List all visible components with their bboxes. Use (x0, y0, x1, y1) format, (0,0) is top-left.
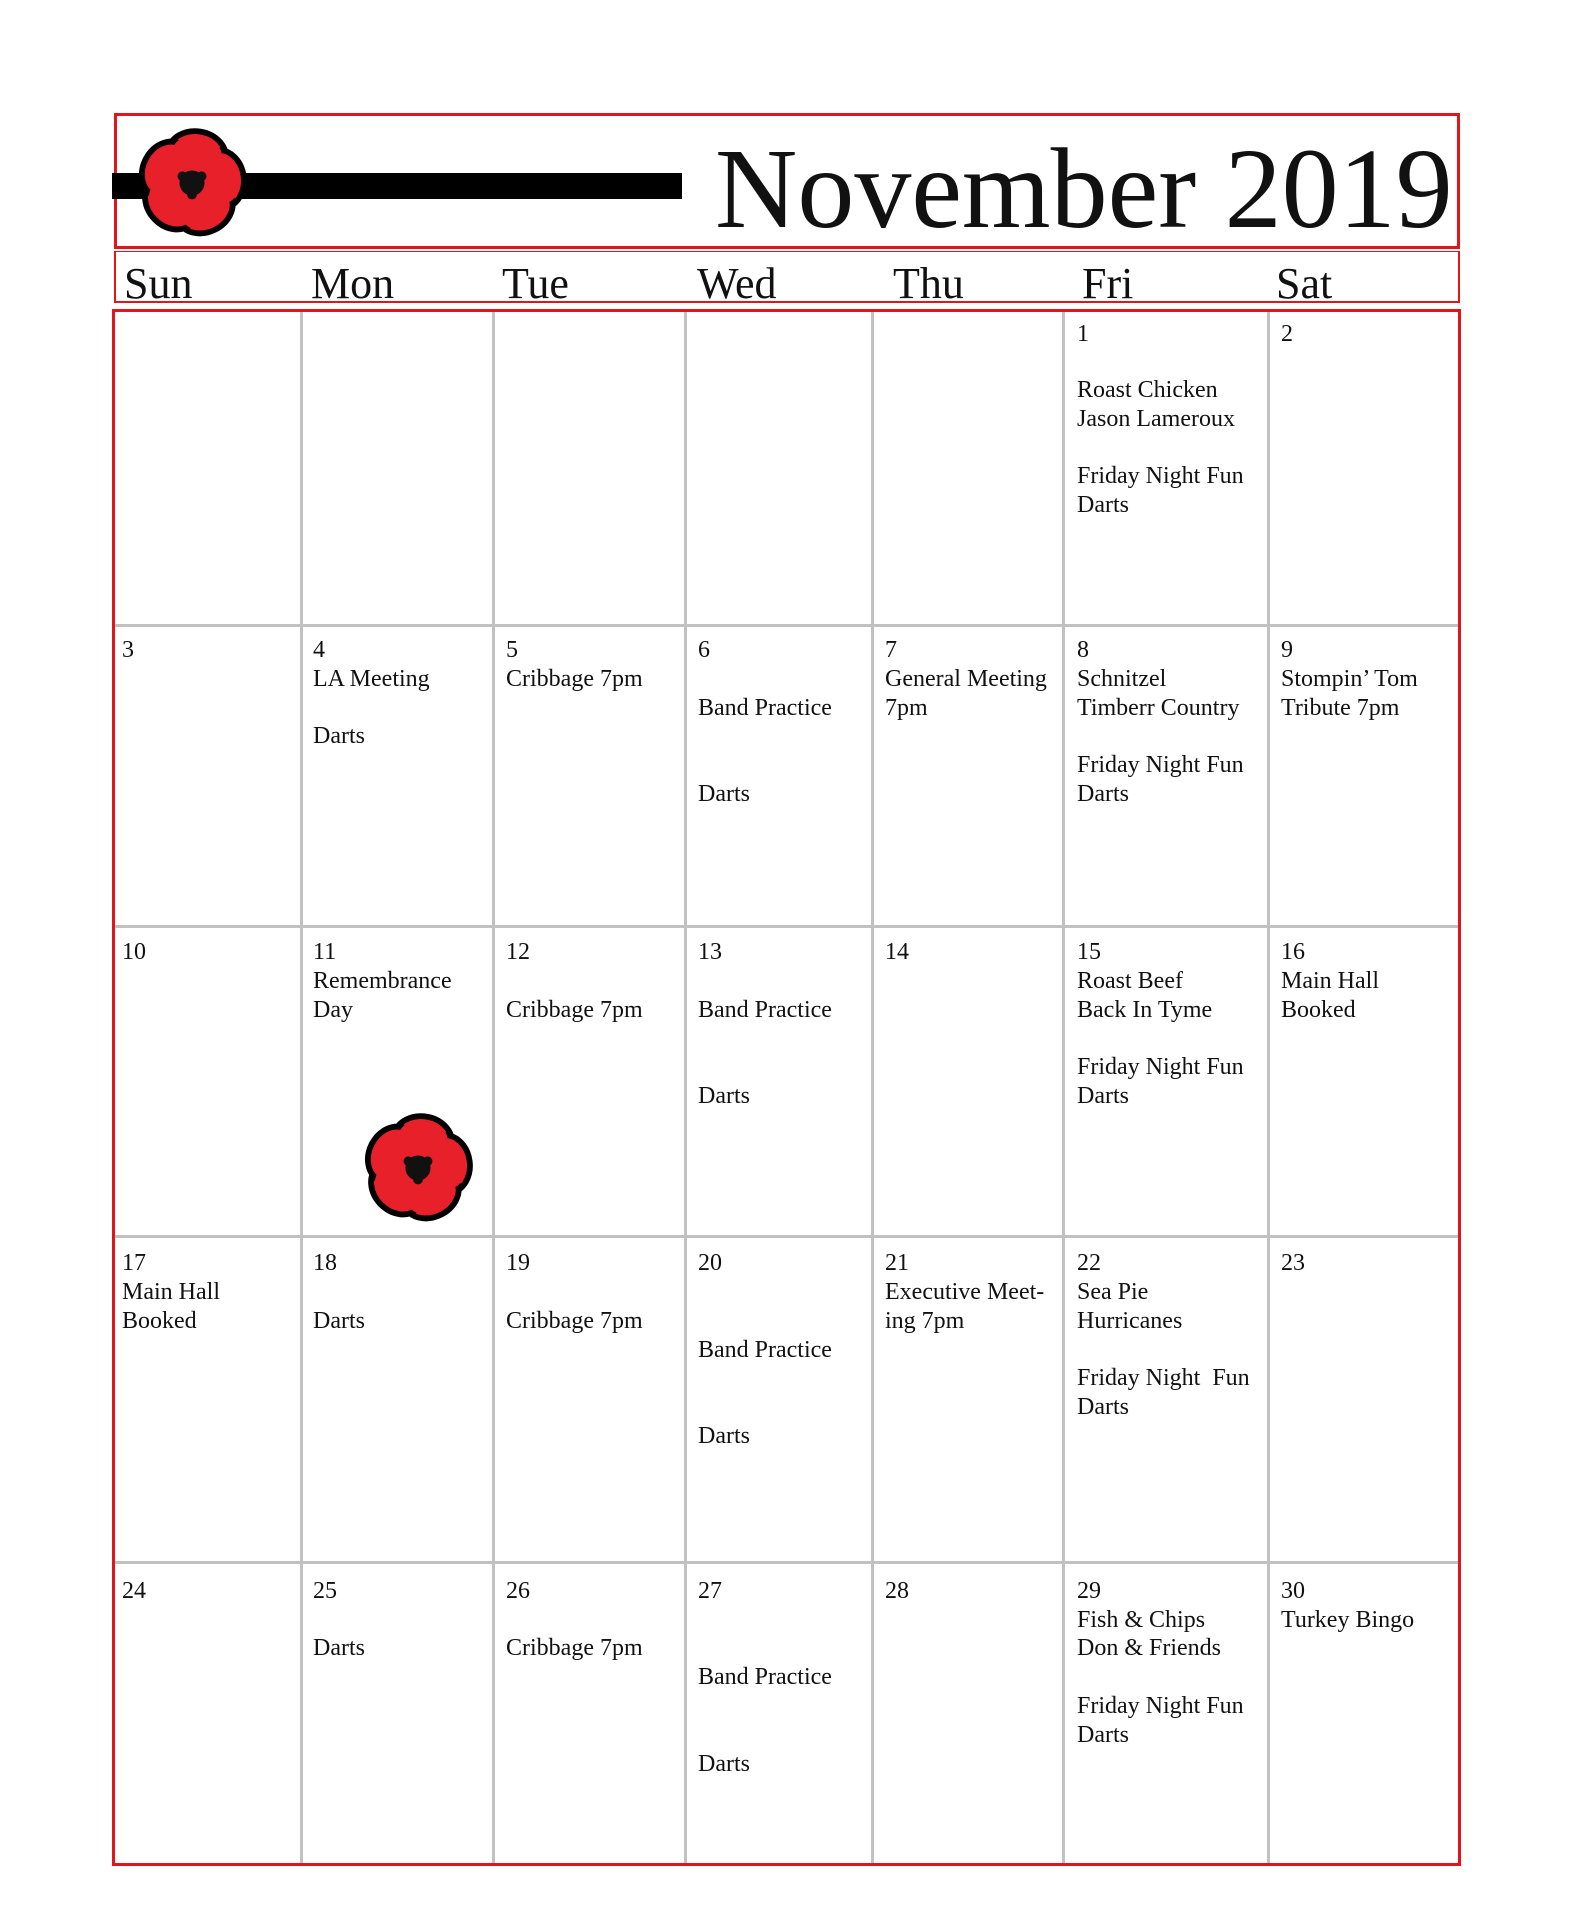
event-text: Darts (698, 1423, 750, 1449)
event-text: Cribbage 7pm (506, 1308, 643, 1334)
day-number: 27 (698, 1578, 722, 1604)
event-text: Darts (1077, 1394, 1129, 1420)
event-text: Back In Tyme (1077, 997, 1213, 1023)
weekday-tue: Tue (502, 259, 569, 308)
event-text: Don & Friends (1077, 1635, 1221, 1661)
event-text: Friday Night Fun (1077, 1365, 1250, 1391)
event-text: Fish & Chips (1077, 1607, 1206, 1633)
grid-divider (115, 624, 1458, 627)
event-text: Roast Beef (1077, 968, 1183, 994)
day-number: 20 (698, 1250, 722, 1276)
event-text: Day (313, 997, 353, 1023)
day-number: 25 (313, 1578, 337, 1604)
calendar-grid (112, 309, 1461, 1866)
poppy-icon (134, 128, 250, 238)
event-text: Roast Chicken (1077, 377, 1218, 403)
event-text: 7pm (885, 695, 928, 721)
day-number: 17 (122, 1250, 146, 1276)
event-text: Darts (698, 1083, 750, 1109)
event-text: Jason Lameroux (1077, 406, 1235, 432)
weekday-fri: Fri (1082, 259, 1134, 308)
event-text: Band Practice (698, 997, 832, 1023)
day-number: 18 (313, 1250, 337, 1276)
event-text: LA Meeting (313, 666, 430, 692)
day-number: 23 (1281, 1250, 1305, 1276)
day-number: 11 (313, 939, 337, 965)
day-number: 28 (885, 1578, 909, 1604)
grid-divider (684, 312, 687, 1863)
event-text: Friday Night Fun (1077, 752, 1244, 778)
event-text: Friday Night Fun (1077, 1693, 1244, 1719)
event-text: ing 7pm (885, 1308, 965, 1334)
event-text: Tribute 7pm (1281, 695, 1400, 721)
grid-divider (492, 312, 495, 1863)
grid-divider (871, 312, 874, 1863)
grid-divider (1267, 312, 1270, 1863)
event-text: Darts (1077, 1083, 1129, 1109)
event-text: Main Hall (1281, 968, 1379, 994)
day-number: 24 (122, 1578, 146, 1604)
day-number: 8 (1077, 637, 1089, 663)
event-text: Friday Night Fun (1077, 1054, 1244, 1080)
day-number: 15 (1077, 939, 1101, 965)
event-text: Friday Night Fun (1077, 463, 1244, 489)
event-text: Booked (1281, 997, 1356, 1023)
day-number: 5 (506, 637, 518, 663)
event-text: Cribbage 7pm (506, 1635, 643, 1661)
event-text: Sea Pie (1077, 1279, 1149, 1305)
event-text: Darts (1077, 1722, 1129, 1748)
event-text: Schnitzel (1077, 666, 1167, 692)
weekday-sun: Sun (124, 259, 193, 308)
day-number: 30 (1281, 1578, 1305, 1604)
grid-divider (300, 312, 303, 1863)
grid-divider (115, 925, 1458, 928)
day-number: 29 (1077, 1578, 1101, 1604)
event-text: Executive Meet- (885, 1279, 1045, 1305)
event-text: Darts (313, 1308, 365, 1334)
day-number: 14 (885, 939, 909, 965)
event-text: Main Hall (122, 1279, 220, 1305)
day-number: 3 (122, 637, 134, 663)
event-text: Hurricanes (1077, 1308, 1183, 1334)
month-title: November 2019 (715, 125, 1453, 252)
event-text: Darts (313, 1635, 365, 1661)
event-text: Darts (698, 781, 750, 807)
day-number: 2 (1281, 321, 1293, 347)
weekday-wed: Wed (697, 259, 777, 308)
event-text: Band Practice (698, 1337, 832, 1363)
event-text: Cribbage 7pm (506, 666, 643, 692)
event-text: Booked (122, 1308, 197, 1334)
event-text: Stompin’ Tom (1281, 666, 1418, 692)
weekday-thu: Thu (893, 259, 964, 308)
day-number: 7 (885, 637, 897, 663)
grid-divider (115, 1235, 1458, 1238)
day-number: 1 (1077, 321, 1089, 347)
event-text: Band Practice (698, 1664, 832, 1690)
weekday-sat: Sat (1276, 259, 1333, 308)
event-text: Cribbage 7pm (506, 997, 643, 1023)
day-number: 22 (1077, 1250, 1101, 1276)
day-number: 6 (698, 637, 710, 663)
grid-divider (1062, 312, 1065, 1863)
day-number: 13 (698, 939, 722, 965)
event-text: Darts (1077, 492, 1129, 518)
day-number: 9 (1281, 637, 1293, 663)
event-text: Darts (313, 723, 365, 749)
day-number: 19 (506, 1250, 530, 1276)
day-number: 26 (506, 1578, 530, 1604)
event-text: Band Practice (698, 695, 832, 721)
day-number: 16 (1281, 939, 1305, 965)
event-text: Turkey Bingo (1281, 1607, 1415, 1633)
grid-divider (115, 1561, 1458, 1564)
day-number: 21 (885, 1250, 909, 1276)
event-text: Timberr Country (1077, 695, 1240, 721)
event-text: Darts (698, 1751, 750, 1777)
day-number: 10 (122, 939, 146, 965)
event-text: Darts (1077, 781, 1129, 807)
event-text: General Meeting (885, 666, 1047, 692)
poppy-icon (360, 1113, 476, 1223)
weekday-mon: Mon (311, 259, 395, 308)
event-text: Remembrance (313, 968, 452, 994)
day-number: 12 (506, 939, 530, 965)
day-number: 4 (313, 637, 325, 663)
